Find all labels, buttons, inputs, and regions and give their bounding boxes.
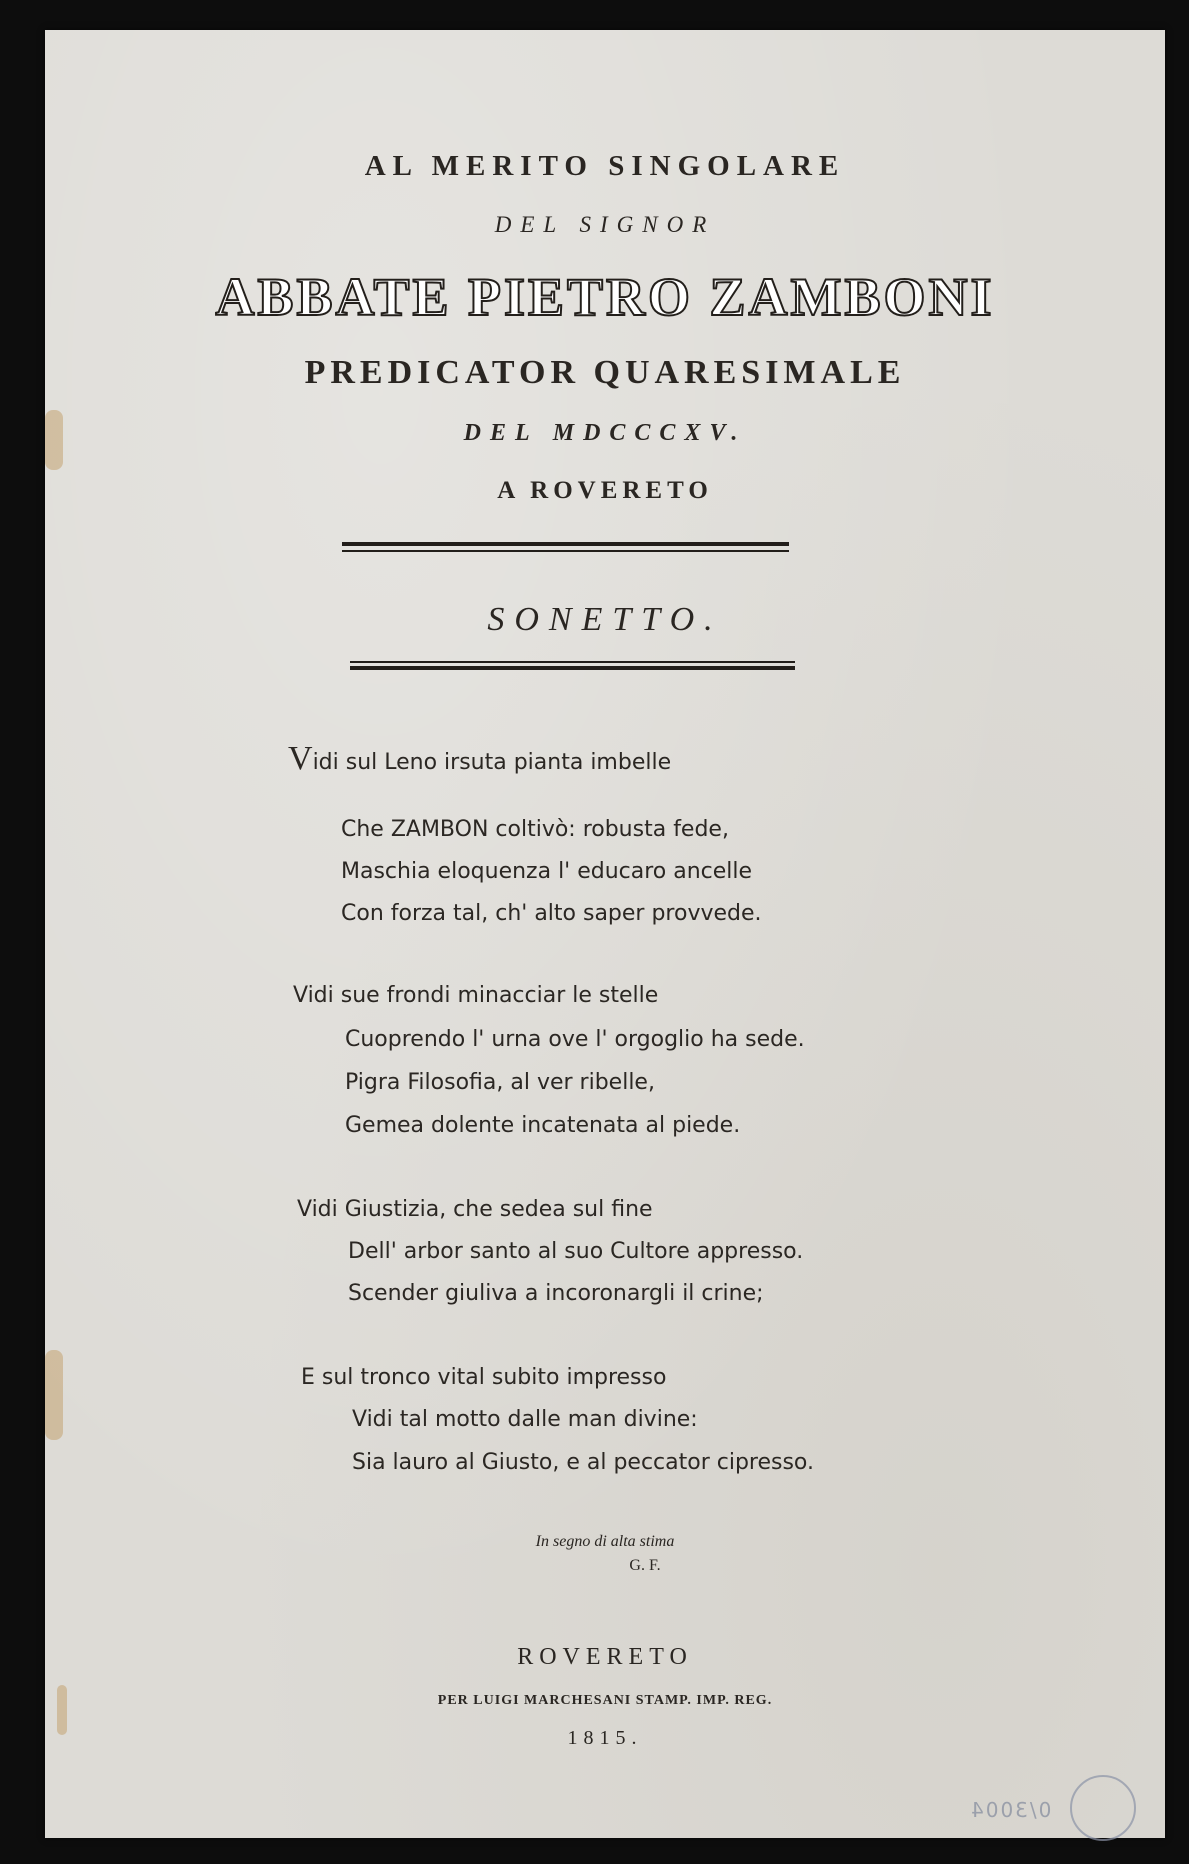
inventory-number: 0/3004 bbox=[969, 1798, 1052, 1822]
stain-mark bbox=[45, 410, 63, 470]
dedication-line: AL MERITO SINGOLARE bbox=[364, 150, 846, 182]
stanza-4-line-2: Vidi tal motto dalle man divine: bbox=[352, 1407, 698, 1432]
drop-cap: V bbox=[288, 740, 313, 777]
poem-line-text: idi sul Leno irsuta pianta imbelle bbox=[312, 750, 672, 775]
role-line: PREDICATOR QUARESIMALE bbox=[304, 354, 906, 391]
year-line: DEL MDCCCXV. bbox=[463, 420, 747, 446]
stanza-1-line-2: Che ZAMBON coltivò: robusta fede, bbox=[341, 817, 729, 842]
stanza-1-line-4: Con forza tal, ch' alto saper provvede. bbox=[341, 901, 762, 926]
stanza-2-line-1: Vidi sue frondi minacciar le stelle bbox=[293, 983, 659, 1008]
signature-dedication: In segno di alta stima bbox=[535, 1533, 675, 1550]
stanza-2-line-2: Cuoprendo l' urna ove l' orgoglio ha sede. bbox=[345, 1027, 805, 1052]
stain-mark bbox=[57, 1685, 67, 1735]
imprint-city: ROVERETO bbox=[517, 1644, 693, 1670]
sonnet-heading: SONETTO. bbox=[487, 601, 723, 638]
library-stamp bbox=[1070, 1775, 1136, 1841]
imprint-year: 1815. bbox=[567, 1727, 643, 1749]
honoree-name: ABBATE PIETRO ZAMBONI bbox=[215, 267, 995, 327]
imprint-printer: PER LUIGI MARCHESANI STAMP. IMP. REG. bbox=[437, 1693, 773, 1708]
stanza-2-line-4: Gemea dolente incatenata al piede. bbox=[345, 1113, 741, 1138]
stanza-4-line-3: Sia lauro al Giusto, e al peccator cipresso. bbox=[352, 1450, 814, 1475]
bottom-rule-thin bbox=[350, 661, 795, 663]
broadside-sheet bbox=[45, 30, 1165, 1838]
stanza-3-line-1: Vidi Giustizia, che sedea sul fine bbox=[297, 1197, 653, 1222]
bottom-rule-thick bbox=[350, 666, 795, 670]
place-line: A ROVERETO bbox=[497, 477, 713, 504]
stain-mark bbox=[45, 1350, 63, 1440]
stanza-3-line-3: Scender giuliva a incoronargli il crine; bbox=[348, 1281, 764, 1306]
stanza-1-line-3: Maschia eloquenza l' educaro ancelle bbox=[341, 859, 753, 884]
del-signor-line: DEL SIGNOR bbox=[494, 212, 716, 237]
stanza-2-line-3: Pigra Filosofia, al ver ribelle, bbox=[345, 1070, 655, 1095]
top-rule-thin bbox=[342, 550, 789, 552]
top-rule-thick bbox=[342, 542, 789, 546]
stanza-1-line-1 bbox=[288, 740, 671, 778]
signature-initials: G. F. bbox=[629, 1557, 661, 1574]
stanza-3-line-2: Dell' arbor santo al suo Cultore appresso. bbox=[348, 1239, 804, 1264]
stanza-4-line-1: E sul tronco vital subito impresso bbox=[301, 1365, 667, 1390]
